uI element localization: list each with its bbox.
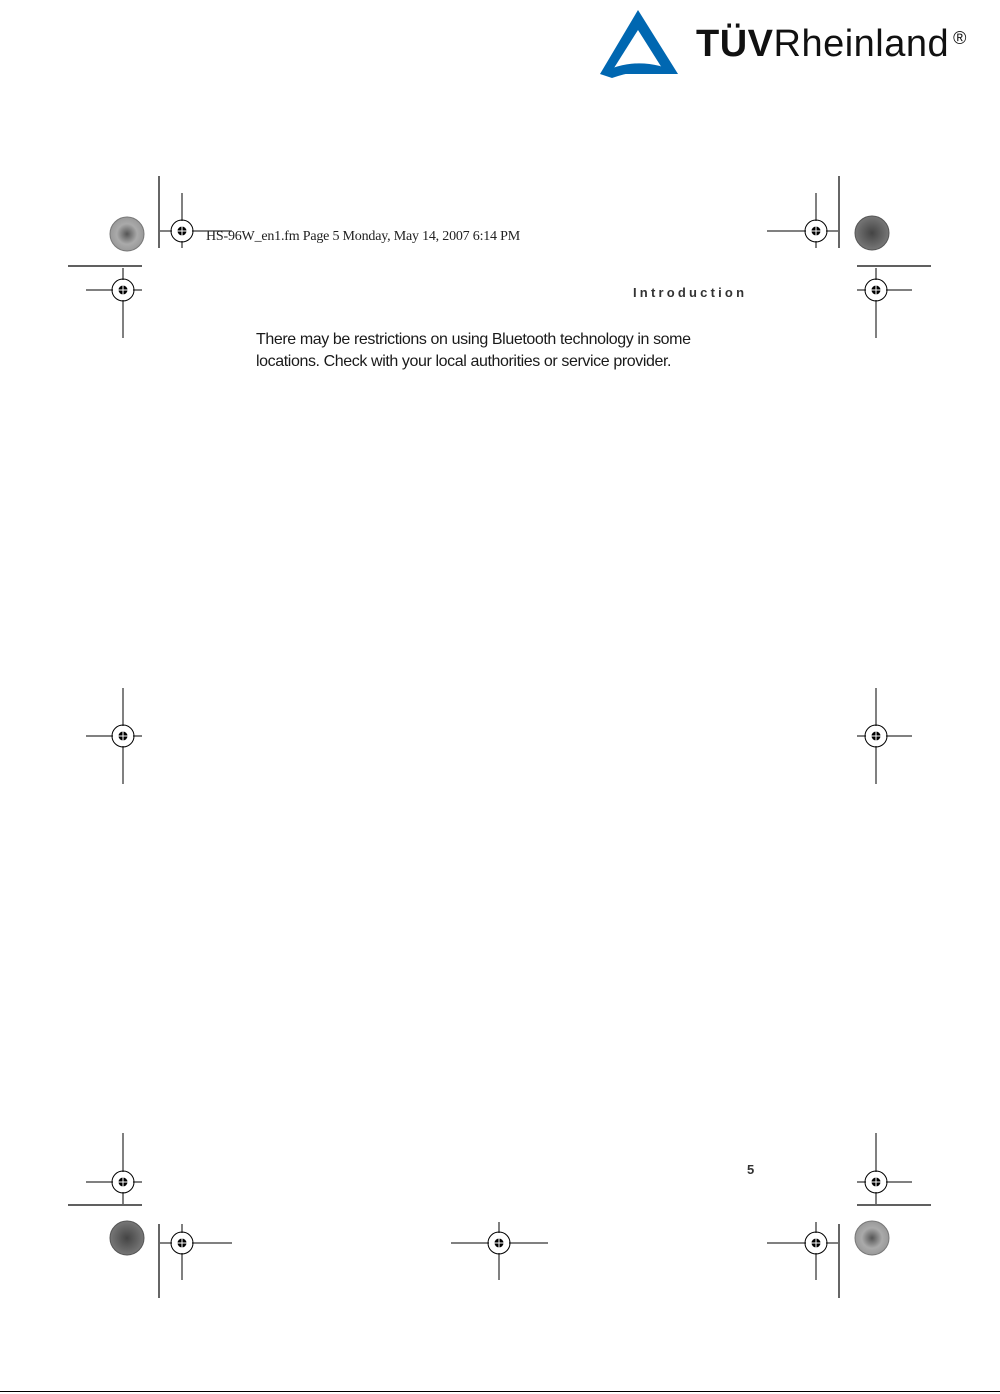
registration-mark-icon [865,279,887,301]
registration-mark-icon [805,1232,827,1254]
page-number: 5 [747,1162,755,1177]
registration-mark-icon [171,220,193,242]
logo-registered-mark: ® [953,28,967,48]
registration-mark-icon [865,1171,887,1193]
registration-mark-icon [488,1232,510,1254]
registration-mark-icon [171,1232,193,1254]
starburst-target-icon [110,217,144,251]
logo-brand-bold: TÜV [696,23,774,65]
logo-brand-regular: Rheinland [773,23,950,65]
file-slug-line: HS-96W_en1.fm Page 5 Monday, May 14, 2007 6:14 PM [206,229,520,244]
starburst-target-icon [855,1221,889,1255]
section-title: Introduction [633,285,748,300]
registration-mark-icon [112,279,134,301]
registration-mark-icon [805,220,827,242]
registration-mark-icon [112,725,134,747]
starburst-target-icon [855,216,889,250]
registration-mark-icon [112,1171,134,1193]
body-paragraph: There may be restrictions on using Bluetooth technology in some locations. Check with your local authorities or service provider. [256,331,691,370]
bottom-rule [0,1391,1000,1392]
registration-mark-icon [865,725,887,747]
starburst-target-icon [110,1221,144,1255]
